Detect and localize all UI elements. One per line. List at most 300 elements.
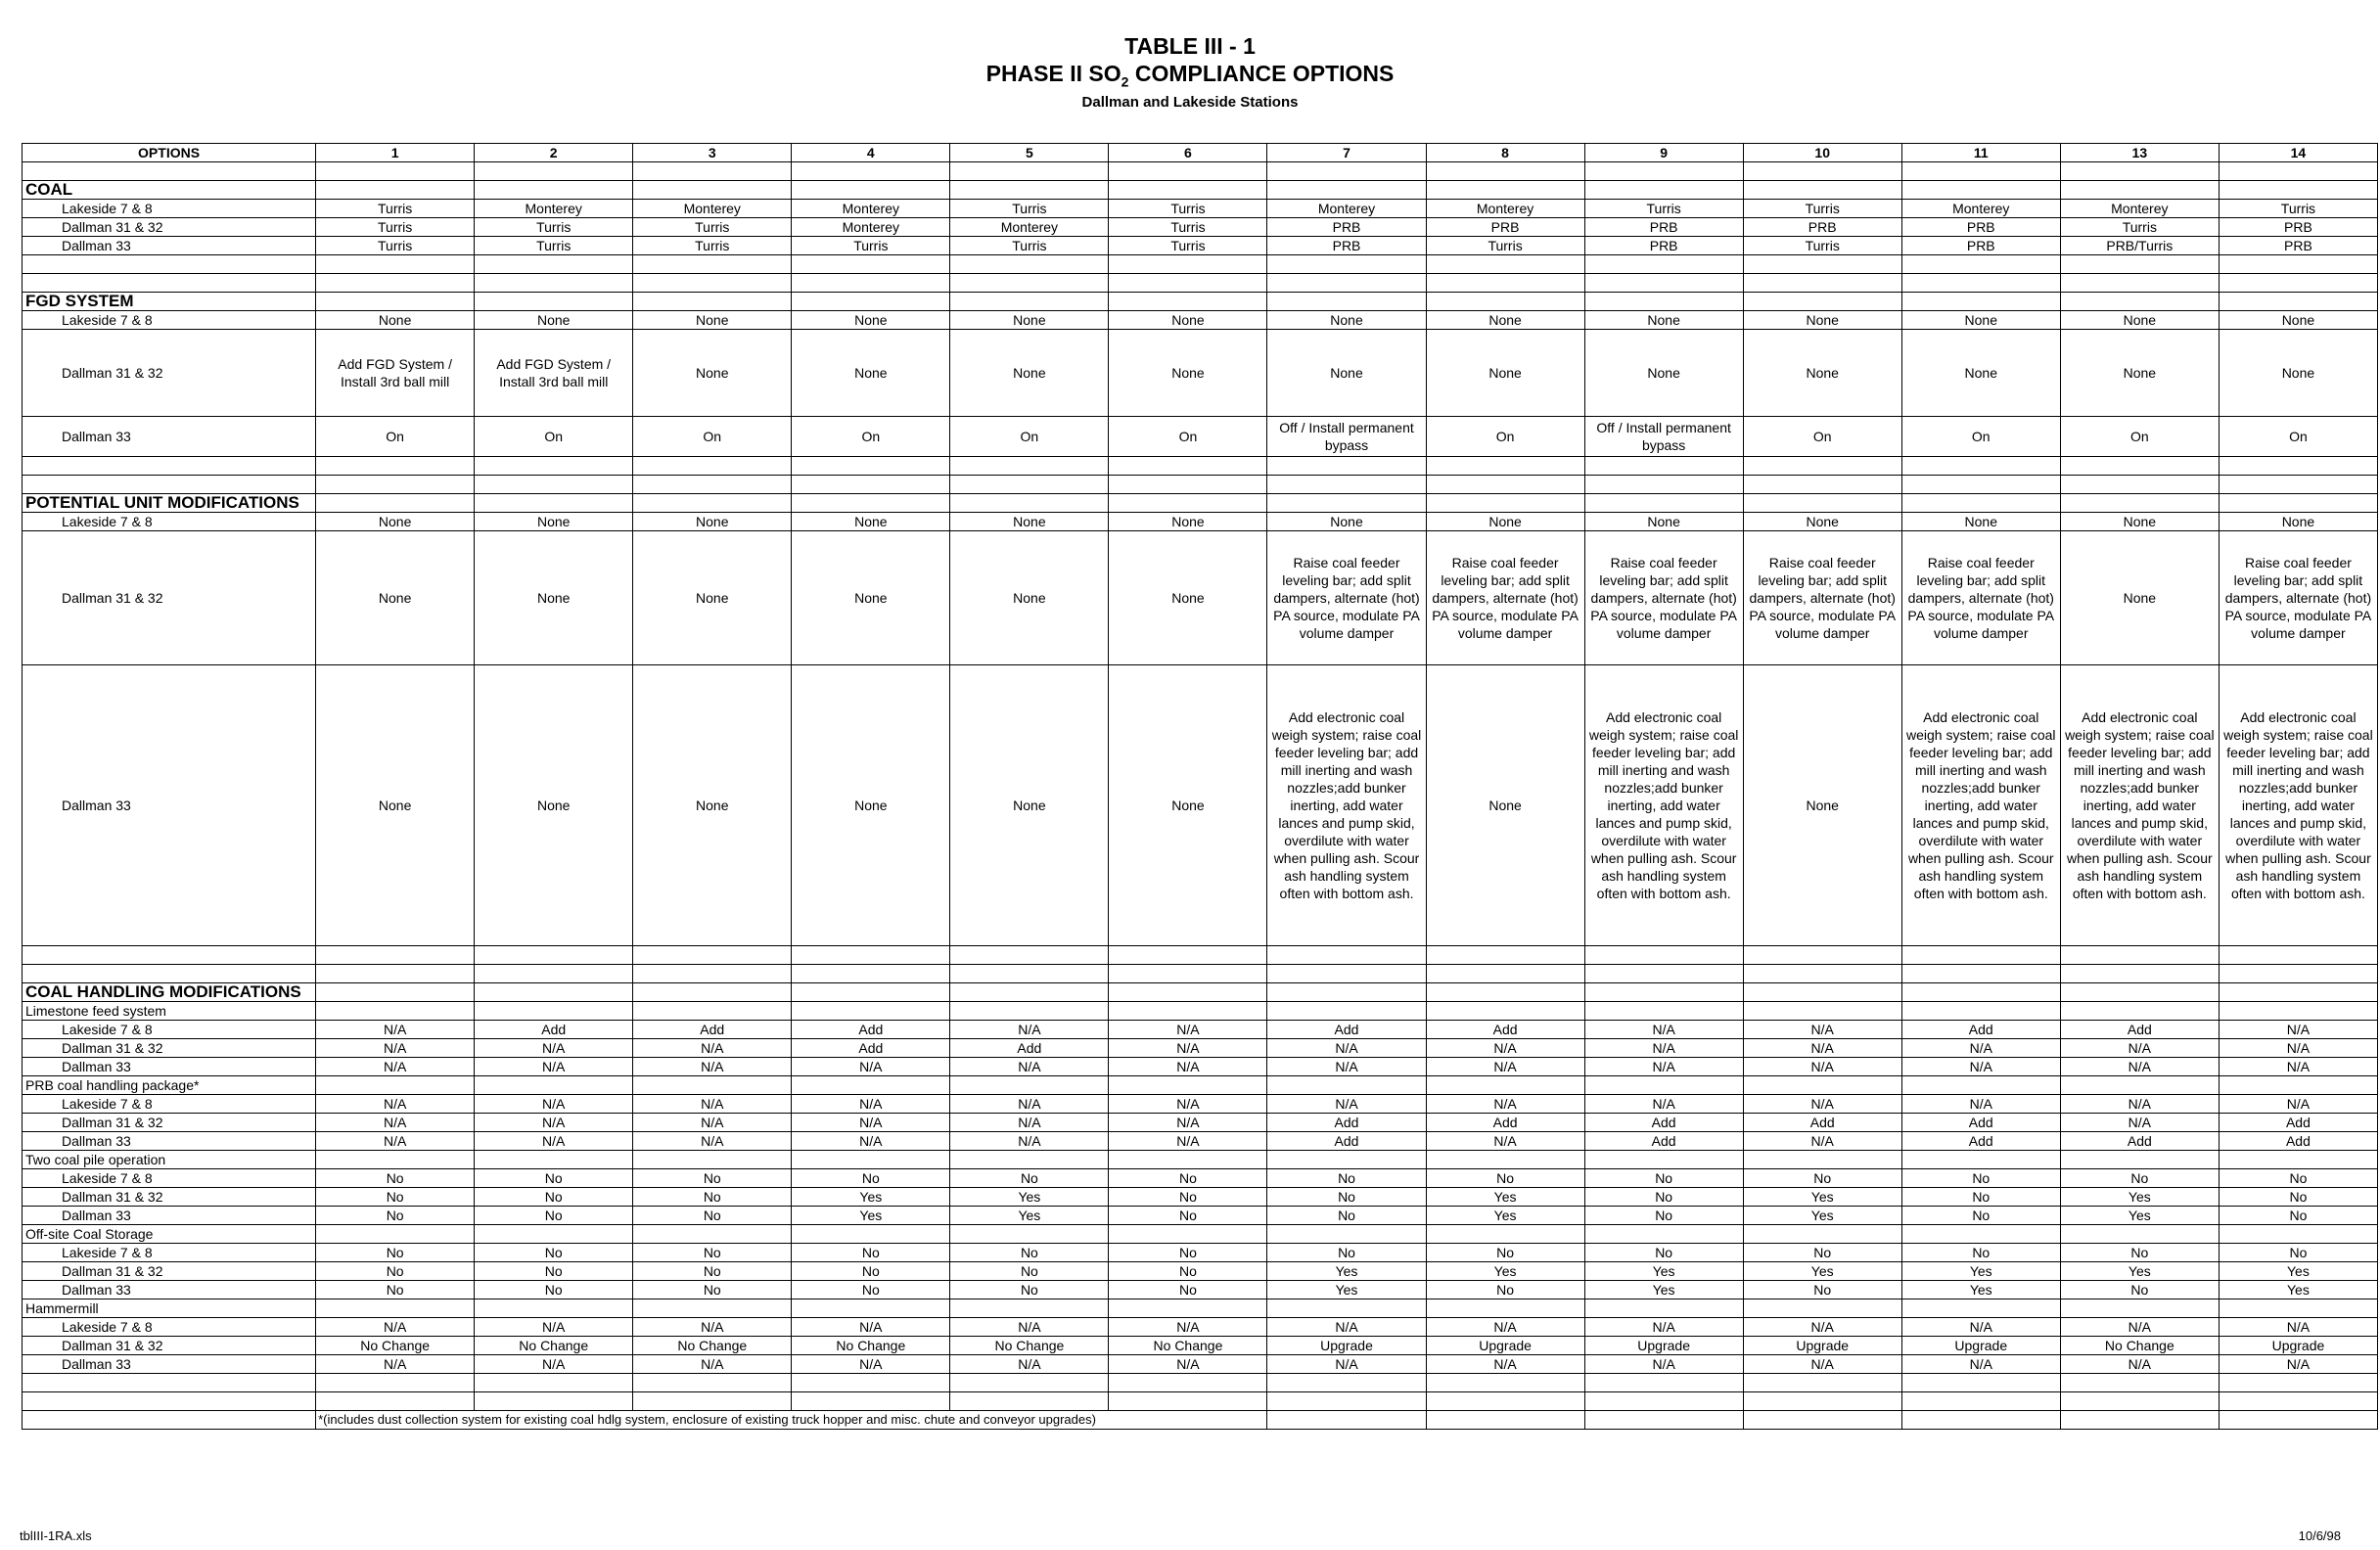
empty-cell: [792, 457, 950, 476]
table-cell: N/A: [316, 1095, 475, 1114]
empty-cell: [2060, 1225, 2219, 1244]
empty-cell: [1109, 494, 1267, 513]
row-label: Dallman 33: [23, 417, 316, 457]
empty-cell: [950, 1392, 1109, 1411]
table-cell: Raise coal feeder leveling bar; add split dampers, alternate (hot) PA source, modulate PA volume damper: [1426, 531, 1584, 665]
table-cell: None: [1901, 311, 2060, 330]
table-cell: None: [1109, 330, 1267, 417]
table-cell: None: [1584, 330, 1743, 417]
table-cell: N/A: [316, 1058, 475, 1076]
table-cell: Add: [1901, 1114, 2060, 1132]
empty-cell: [316, 1374, 475, 1392]
empty-cell: [1743, 1002, 1901, 1021]
table-cell: N/A: [316, 1021, 475, 1039]
table-cell: None: [633, 513, 792, 531]
empty-cell: [2060, 476, 2219, 494]
empty-cell: [475, 494, 633, 513]
table-cell: Turris: [950, 237, 1109, 255]
table-cell: No: [1584, 1188, 1743, 1207]
empty-cell: [1743, 457, 1901, 476]
table-cell: None: [1901, 513, 2060, 531]
table-cell: N/A: [950, 1095, 1109, 1114]
table-subtitle: PHASE II $SO_2$ COMPLIANCE OPTIONS: [985, 61, 1395, 90]
empty-cell: [23, 965, 316, 983]
empty-cell: [475, 946, 633, 965]
table-cell: N/A: [316, 1114, 475, 1132]
table-cell: Yes: [1743, 1262, 1901, 1281]
table-cell: Turris: [475, 237, 633, 255]
empty-cell: [1584, 1225, 1743, 1244]
empty-cell: [1743, 1076, 1901, 1095]
empty-cell: [1901, 965, 2060, 983]
empty-cell: [316, 1076, 475, 1095]
table-cell: N/A: [1426, 1132, 1584, 1151]
table-cell: Add electronic coal weigh system; raise coal feeder leveling bar; add mill inerting and wash nozzles;add bunker inerting, add water lances and pump skid, overdilute with water when pulling ash. Scour ash handling system often with bottom ash.: [1901, 665, 2060, 946]
table-cell: On: [792, 417, 950, 457]
empty-cell: [1743, 293, 1901, 311]
table-cell: N/A: [1584, 1039, 1743, 1058]
table-cell: Add: [1426, 1114, 1584, 1132]
empty-cell: [1584, 494, 1743, 513]
empty-cell: [1901, 274, 2060, 293]
blank-row: [23, 476, 2378, 494]
empty-cell: [792, 1374, 950, 1392]
table-cell: No Change: [316, 1337, 475, 1355]
table-cell: PRB: [1426, 218, 1584, 237]
empty-cell: [475, 457, 633, 476]
table-cell: Turris: [316, 237, 475, 255]
row-label: Dallman 33: [23, 1355, 316, 1374]
table-cell: Yes: [1584, 1262, 1743, 1281]
empty-cell: [792, 1002, 950, 1021]
table-cell: Yes: [1901, 1281, 2060, 1299]
row-label: Lakeside 7 & 8: [23, 1169, 316, 1188]
table-cell: No: [316, 1244, 475, 1262]
empty-cell: [2060, 1002, 2219, 1021]
empty-cell: [1584, 476, 1743, 494]
table-cell: None: [1109, 531, 1267, 665]
table-row: [23, 1281, 2378, 1299]
empty-cell: [1426, 293, 1584, 311]
table-cell: No: [792, 1262, 950, 1281]
table-cell: Turris: [633, 218, 792, 237]
empty-cell: [792, 274, 950, 293]
table-cell: N/A: [1426, 1039, 1584, 1058]
empty-cell: [1109, 457, 1267, 476]
table-cell: Yes: [1901, 1262, 2060, 1281]
table-cell: None: [1743, 513, 1901, 531]
empty-cell: [1426, 1392, 1584, 1411]
table-cell: None: [1267, 513, 1426, 531]
empty-cell: [2060, 965, 2219, 983]
table-cell: None: [1426, 513, 1584, 531]
row-label: Lakeside 7 & 8: [23, 1244, 316, 1262]
empty-cell: [1901, 162, 2060, 181]
table-cell: Yes: [1267, 1281, 1426, 1299]
table-cell: N/A: [633, 1058, 792, 1076]
empty-cell: [1743, 274, 1901, 293]
empty-cell: [23, 162, 316, 181]
table-cell: No: [950, 1169, 1109, 1188]
empty-cell: [2219, 1225, 2377, 1244]
table-cell: No: [633, 1281, 792, 1299]
empty-cell: [2060, 274, 2219, 293]
empty-cell: [23, 1411, 316, 1430]
empty-cell: [1109, 983, 1267, 1002]
empty-cell: [1743, 255, 1901, 274]
empty-cell: [792, 181, 950, 200]
empty-cell: [1267, 162, 1426, 181]
empty-cell: [2219, 965, 2377, 983]
table-cell: No: [316, 1169, 475, 1188]
table-row: [23, 1058, 2378, 1076]
table-cell: No: [1901, 1244, 2060, 1262]
table-cell: No: [633, 1207, 792, 1225]
empty-cell: [1584, 1299, 1743, 1318]
empty-cell: [475, 1225, 633, 1244]
table-cell: None: [316, 665, 475, 946]
table-cell: On: [633, 417, 792, 457]
empty-cell: [1584, 1076, 1743, 1095]
table-cell: Raise coal feeder leveling bar; add split dampers, alternate (hot) PA source, modulate PA volume damper: [1901, 531, 2060, 665]
table-cell: No: [475, 1244, 633, 1262]
empty-cell: [1901, 476, 2060, 494]
table-cell: N/A: [1901, 1355, 2060, 1374]
table-cell: Yes: [950, 1188, 1109, 1207]
table-cell: No: [316, 1207, 475, 1225]
table-cell: Raise coal feeder leveling bar; add split dampers, alternate (hot) PA source, modulate PA volume damper: [1267, 531, 1426, 665]
empty-cell: [2219, 476, 2377, 494]
empty-cell: [1584, 181, 1743, 200]
empty-cell: [316, 965, 475, 983]
empty-cell: [1584, 162, 1743, 181]
empty-cell: [2219, 255, 2377, 274]
table-cell: None: [475, 311, 633, 330]
table-cell: No: [1109, 1281, 1267, 1299]
table-cell: N/A: [1426, 1095, 1584, 1114]
header-cell: 11: [1901, 144, 2060, 162]
empty-cell: [2219, 1002, 2377, 1021]
table-cell: N/A: [950, 1318, 1109, 1337]
table-cell: No: [633, 1188, 792, 1207]
document-date: 10/6/98: [2298, 1528, 2341, 1543]
empty-cell: [1901, 293, 2060, 311]
table-cell: Yes: [1584, 1281, 1743, 1299]
empty-cell: [792, 494, 950, 513]
empty-cell: [950, 983, 1109, 1002]
table-cell: On: [316, 417, 475, 457]
empty-cell: [316, 457, 475, 476]
table-cell: Add: [1584, 1132, 1743, 1151]
table-cell: N/A: [2060, 1058, 2219, 1076]
empty-cell: [1901, 1411, 2060, 1430]
empty-cell: [792, 1151, 950, 1169]
row-label: Dallman 31 & 32: [23, 1114, 316, 1132]
empty-cell: [950, 1002, 1109, 1021]
table-cell: Monterey: [950, 218, 1109, 237]
row-label: Dallman 33: [23, 1132, 316, 1151]
empty-cell: [1426, 494, 1584, 513]
empty-cell: [2219, 162, 2377, 181]
table-row: [23, 1207, 2378, 1225]
table-cell: None: [792, 665, 950, 946]
empty-cell: [1743, 494, 1901, 513]
table-cell: On: [1426, 417, 1584, 457]
table-cell: N/A: [1267, 1039, 1426, 1058]
table-cell: Turris: [633, 237, 792, 255]
empty-cell: [475, 1392, 633, 1411]
table-cell: None: [2060, 531, 2219, 665]
empty-cell: [23, 946, 316, 965]
table-cell: No: [1267, 1244, 1426, 1262]
table-cell: N/A: [2060, 1039, 2219, 1058]
table-cell: Add electronic coal weigh system; raise coal feeder leveling bar; add mill inerting and wash nozzles;add bunker inerting, add water lances and pump skid, overdilute with water when pulling ash. Scour ash handling system often with bottom ash.: [1584, 665, 1743, 946]
table-cell: No: [1267, 1188, 1426, 1207]
table-row: [23, 1169, 2378, 1188]
empty-cell: [2219, 1151, 2377, 1169]
table-cell: No: [2219, 1244, 2377, 1262]
table-cell: No: [1109, 1262, 1267, 1281]
table-cell: No: [1584, 1169, 1743, 1188]
table-cell: Turris: [1109, 218, 1267, 237]
table-cell: Upgrade: [1584, 1337, 1743, 1355]
row-label: Dallman 31 & 32: [23, 1262, 316, 1281]
empty-cell: [475, 1151, 633, 1169]
table-cell: N/A: [316, 1355, 475, 1374]
table-cell: No: [1901, 1188, 2060, 1207]
table-cell: N/A: [633, 1355, 792, 1374]
table-cell: Upgrade: [1426, 1337, 1584, 1355]
empty-cell: [1109, 1076, 1267, 1095]
empty-cell: [1267, 1076, 1426, 1095]
table-cell: No: [2219, 1207, 2377, 1225]
table-cell: Monterey: [1901, 200, 2060, 218]
empty-cell: [950, 181, 1109, 200]
table-cell: N/A: [1267, 1355, 1426, 1374]
table-cell: No: [792, 1244, 950, 1262]
empty-cell: [1584, 255, 1743, 274]
row-label: Dallman 33: [23, 237, 316, 255]
table-cell: Upgrade: [1267, 1337, 1426, 1355]
table-cell: No: [2060, 1244, 2219, 1262]
empty-cell: [1109, 162, 1267, 181]
table-row: [23, 1188, 2378, 1207]
row-label: Dallman 31 & 32: [23, 218, 316, 237]
empty-cell: [2060, 1374, 2219, 1392]
subsection-label: Limestone feed system: [23, 1002, 316, 1021]
table-cell: Add: [950, 1039, 1109, 1058]
table-cell: N/A: [475, 1132, 633, 1151]
table-cell: Yes: [2219, 1262, 2377, 1281]
table-cell: Monterey: [792, 200, 950, 218]
empty-cell: [633, 965, 792, 983]
empty-cell: [1426, 1411, 1584, 1430]
row-label: Dallman 31 & 32: [23, 1337, 316, 1355]
footnote-row: [23, 1411, 2378, 1430]
empty-cell: [633, 476, 792, 494]
table-cell: PRB/Turris: [2060, 237, 2219, 255]
table-cell: None: [316, 311, 475, 330]
empty-cell: [23, 1392, 316, 1411]
empty-cell: [316, 162, 475, 181]
empty-cell: [316, 255, 475, 274]
table-cell: None: [1267, 311, 1426, 330]
table-cell: None: [633, 311, 792, 330]
empty-cell: [950, 274, 1109, 293]
header-cell: 1: [316, 144, 475, 162]
table-cell: N/A: [1901, 1058, 2060, 1076]
table-cell: Add FGD System / Install 3rd ball mill: [475, 330, 633, 417]
empty-cell: [950, 1151, 1109, 1169]
empty-cell: [792, 162, 950, 181]
table-cell: PRB: [1743, 218, 1901, 237]
table-cell: No: [1267, 1169, 1426, 1188]
row-label: Dallman 33: [23, 665, 316, 946]
table-cell: N/A: [792, 1095, 950, 1114]
table-title: TABLE III - 1: [1124, 33, 1256, 59]
table-cell: No: [1426, 1244, 1584, 1262]
table-cell: Turris: [316, 200, 475, 218]
table-cell: N/A: [2060, 1355, 2219, 1374]
empty-cell: [1584, 1392, 1743, 1411]
header-cell: 8: [1426, 144, 1584, 162]
empty-cell: [950, 457, 1109, 476]
empty-cell: [1584, 1002, 1743, 1021]
empty-cell: [1109, 274, 1267, 293]
empty-cell: [1743, 983, 1901, 1002]
empty-cell: [1584, 983, 1743, 1002]
table-cell: No: [316, 1262, 475, 1281]
table-cell: On: [1901, 417, 2060, 457]
table-cell: Add: [2060, 1021, 2219, 1039]
empty-cell: [1584, 293, 1743, 311]
header-cell: 5: [950, 144, 1109, 162]
empty-cell: [2219, 983, 2377, 1002]
table-cell: N/A: [950, 1132, 1109, 1151]
table-cell: None: [633, 531, 792, 665]
table-row: [23, 1039, 2378, 1058]
table-cell: No: [475, 1262, 633, 1281]
table-cell: Turris: [792, 237, 950, 255]
table-cell: N/A: [2219, 1039, 2377, 1058]
empty-cell: [2219, 181, 2377, 200]
table-cell: None: [2219, 513, 2377, 531]
empty-cell: [792, 1225, 950, 1244]
table-cell: Add: [1267, 1132, 1426, 1151]
table-cell: None: [1584, 513, 1743, 531]
table-cell: Turris: [1109, 237, 1267, 255]
table-cell: N/A: [1901, 1095, 2060, 1114]
table-cell: Yes: [2060, 1188, 2219, 1207]
empty-cell: [1426, 1151, 1584, 1169]
empty-cell: [2219, 274, 2377, 293]
table-cell: No: [1426, 1169, 1584, 1188]
empty-cell: [1109, 1392, 1267, 1411]
table-cell: Yes: [1426, 1188, 1584, 1207]
empty-cell: [1426, 162, 1584, 181]
section-row: [23, 983, 2378, 1002]
table-cell: N/A: [633, 1095, 792, 1114]
table-cell: N/A: [1743, 1355, 1901, 1374]
empty-cell: [316, 983, 475, 1002]
table-cell: None: [792, 330, 950, 417]
empty-cell: [1426, 255, 1584, 274]
table-cell: Yes: [2060, 1262, 2219, 1281]
row-label: Lakeside 7 & 8: [23, 311, 316, 330]
table-cell: N/A: [633, 1039, 792, 1058]
empty-cell: [1901, 494, 2060, 513]
table-cell: No: [633, 1262, 792, 1281]
table-cell: No: [475, 1207, 633, 1225]
empty-cell: [2060, 1299, 2219, 1318]
table-cell: N/A: [950, 1058, 1109, 1076]
stations-caption: Dallman and Lakeside Stations: [1081, 94, 1299, 111]
table-cell: None: [792, 531, 950, 665]
empty-cell: [316, 293, 475, 311]
table-row: [23, 531, 2378, 665]
empty-cell: [950, 162, 1109, 181]
row-label: Lakeside 7 & 8: [23, 200, 316, 218]
empty-cell: [475, 965, 633, 983]
blank-row: [23, 946, 2378, 965]
table-row: [23, 1337, 2378, 1355]
empty-cell: [633, 1374, 792, 1392]
table-cell: None: [1267, 330, 1426, 417]
empty-cell: [475, 255, 633, 274]
table-cell: Add: [1901, 1132, 2060, 1151]
empty-cell: [1426, 1076, 1584, 1095]
table-cell: PRB: [1267, 237, 1426, 255]
empty-cell: [2060, 457, 2219, 476]
table-cell: None: [2060, 330, 2219, 417]
table-cell: No: [1109, 1188, 1267, 1207]
row-label: Dallman 31 & 32: [23, 1188, 316, 1207]
section-row: [23, 494, 2378, 513]
table-cell: No: [316, 1188, 475, 1207]
row-label: Dallman 33: [23, 1058, 316, 1076]
table-cell: N/A: [1901, 1318, 2060, 1337]
header-cell: 3: [633, 144, 792, 162]
empty-cell: [475, 162, 633, 181]
empty-cell: [792, 983, 950, 1002]
header-row: [23, 144, 2378, 162]
empty-cell: [950, 494, 1109, 513]
table-row: [23, 1021, 2378, 1039]
empty-cell: [1109, 1225, 1267, 1244]
table-cell: On: [2060, 417, 2219, 457]
row-label: Lakeside 7 & 8: [23, 1021, 316, 1039]
table-cell: Turris: [1109, 200, 1267, 218]
empty-cell: [1426, 1002, 1584, 1021]
table-cell: No: [1584, 1207, 1743, 1225]
header-cell: 10: [1743, 144, 1901, 162]
empty-cell: [1267, 1225, 1426, 1244]
table-cell: Monterey: [2060, 200, 2219, 218]
empty-cell: [1584, 274, 1743, 293]
table-cell: N/A: [2219, 1058, 2377, 1076]
table-cell: No: [2219, 1188, 2377, 1207]
section-label: COAL HANDLING MODIFICATIONS: [23, 983, 316, 1002]
table-cell: Monterey: [633, 200, 792, 218]
table-cell: None: [1426, 330, 1584, 417]
empty-cell: [1743, 181, 1901, 200]
empty-cell: [950, 946, 1109, 965]
empty-cell: [1743, 946, 1901, 965]
table-cell: PRB: [2219, 218, 2377, 237]
table-cell: N/A: [1109, 1095, 1267, 1114]
table-cell: None: [316, 531, 475, 665]
table-cell: N/A: [1743, 1318, 1901, 1337]
